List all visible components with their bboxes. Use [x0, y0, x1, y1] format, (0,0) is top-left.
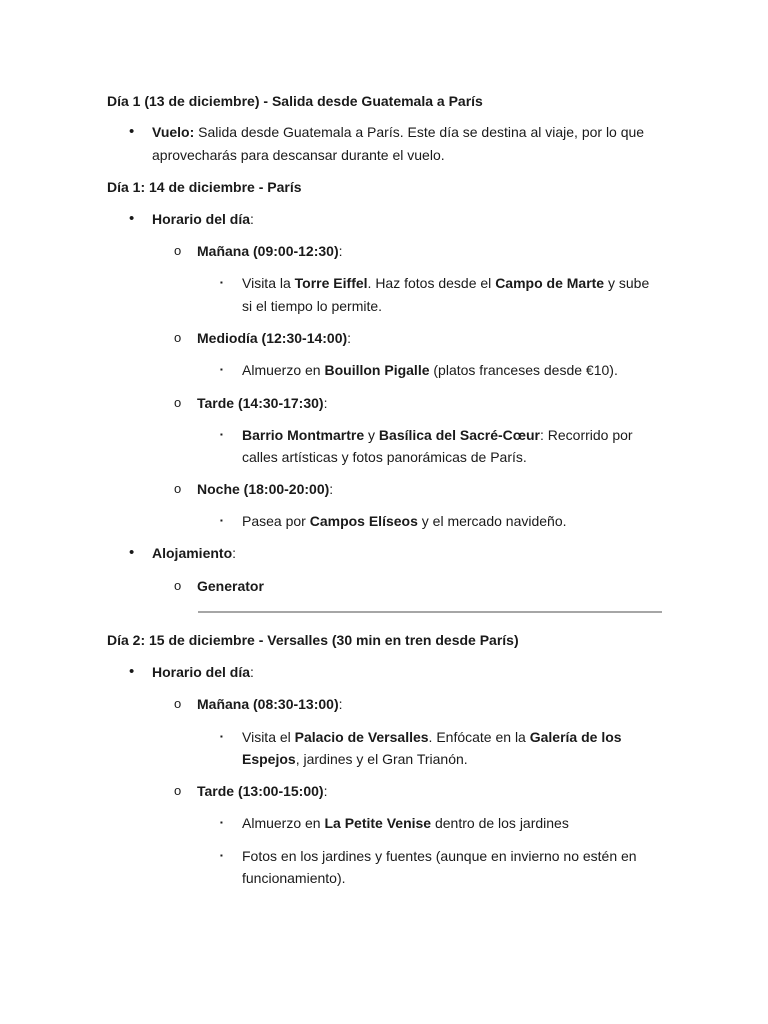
day2-afternoon-label [197, 780, 327, 803]
day1-afternoon-item-line2: calles artísticas y fotos panorámicas de París. [242, 449, 527, 465]
night-label-text: Noche (18:00-20:00) [197, 481, 330, 497]
day1-morning-item-line2: si el tiempo lo permite. [242, 298, 383, 314]
text: . Enfócate en la [428, 729, 530, 745]
day1-lodging-label [152, 542, 236, 565]
espejos: Espejos [242, 751, 296, 767]
flight-label: Vuelo: [152, 124, 195, 140]
day1-afternoon-item-line1 [242, 424, 633, 447]
bullet-l2: o [174, 481, 182, 496]
colon: : [338, 243, 343, 259]
bullet-l2: o [174, 696, 182, 711]
bouillon-pigalle: Bouillon Pigalle [324, 362, 430, 378]
galeria-de-los: Galería de los [529, 729, 622, 745]
day1-afternoon-label [197, 392, 327, 415]
text: : Recorrido por [539, 427, 633, 443]
day2-afternoon-item2-line1: Fotos en los jardines y fuentes (aunque en invierno no estén en [242, 848, 637, 864]
day2-schedule-label [152, 661, 254, 684]
barrio-montmartre: Barrio Montmartre [242, 427, 365, 443]
day2-morning-label [197, 693, 343, 716]
morning-label-text: Mañana (08:30-13:00) [197, 696, 339, 712]
text: Visita la [242, 275, 295, 291]
day2-morning-item-line1 [242, 726, 622, 749]
day1-noon-item [242, 359, 618, 382]
bullet-l3: ▪ [220, 732, 223, 741]
bullet-l3: ▪ [220, 516, 223, 525]
campos-eliseos: Campos Elíseos [309, 513, 418, 529]
colon: : [338, 696, 343, 712]
text: Almuerzo en [242, 362, 325, 378]
bullet-l2: o [174, 330, 182, 345]
la-petite-venise: La Petite Venise [324, 815, 432, 831]
afternoon-label-text: Tarde (14:30-17:30) [197, 395, 324, 411]
schedule-label-text: Horario del día [152, 211, 251, 227]
schedule-label-text: Horario del día [152, 664, 251, 680]
colon: : [232, 545, 237, 561]
colon: : [323, 395, 328, 411]
text: , jardines y el Gran Trianón. [295, 751, 468, 767]
day2-afternoon-item1 [242, 812, 569, 835]
day1-night-label [197, 478, 333, 501]
day0-heading: Día 1 (13 de diciembre) - Salida desde Guatemala a París [107, 93, 483, 109]
text: . Haz fotos desde el [367, 275, 496, 291]
day1-night-item [242, 510, 567, 533]
day2-morning-item-line2 [242, 748, 468, 771]
colon: : [323, 783, 328, 799]
text: y [364, 427, 379, 443]
bullet-l1: • [129, 210, 135, 227]
text: Visita el [242, 729, 295, 745]
horizontal-divider [198, 611, 662, 613]
bullet-l1: • [129, 544, 135, 561]
text: y sube [604, 275, 650, 291]
campo-de-marte: Campo de Marte [495, 275, 605, 291]
colon: : [250, 664, 254, 680]
bullet-l2: o [174, 243, 182, 258]
text: dentro de los jardines [431, 815, 569, 831]
text: (platos franceses desde €10). [429, 362, 618, 378]
palacio-de-versalles: Palacio de Versalles [294, 729, 429, 745]
flight-item-line2: aprovecharás para descansar durante el vuelo. [152, 147, 445, 163]
bullet-l1: • [129, 123, 135, 140]
bullet-l3: ▪ [220, 851, 223, 860]
colon: : [347, 330, 352, 346]
lodging-label-text: Alojamiento [152, 545, 233, 561]
colon: : [329, 481, 334, 497]
lodging-value: Generator [197, 578, 264, 594]
day2-heading: Día 2: 15 de diciembre - Versalles (30 min en tren desde París) [107, 632, 519, 648]
flight-text: Salida desde Guatemala a París. Este día se destina al viaje, por lo que [194, 124, 645, 140]
day1-schedule-label [152, 208, 254, 231]
day1-morning-item-line1 [242, 272, 649, 295]
day1-morning-label [197, 240, 343, 263]
text: Pasea por [242, 513, 310, 529]
text: y el mercado navideño. [417, 513, 567, 529]
flight-item-line1 [152, 121, 644, 144]
torre-eiffel: Torre Eiffel [294, 275, 368, 291]
colon: : [250, 211, 254, 227]
bullet-l3: ▪ [220, 365, 223, 374]
text: Almuerzo en [242, 815, 325, 831]
day1-heading: Día 1: 14 de diciembre - París [107, 179, 302, 195]
bullet-l2: o [174, 395, 182, 410]
bullet-l3: ▪ [220, 430, 223, 439]
noon-label-text: Mediodía (12:30-14:00) [197, 330, 348, 346]
day1-noon-label [197, 327, 351, 350]
bullet-l2: o [174, 783, 182, 798]
afternoon-label-text: Tarde (13:00-15:00) [197, 783, 324, 799]
bullet-l2: o [174, 578, 182, 593]
basilica-sacre-coeur: Basílica del Sacré-Cœur [378, 427, 540, 443]
morning-label-text: Mañana (09:00-12:30) [197, 243, 339, 259]
day2-afternoon-item2-line2: funcionamiento). [242, 870, 346, 886]
bullet-l3: ▪ [220, 278, 223, 287]
bullet-l3: ▪ [220, 818, 223, 827]
bullet-l1: • [129, 663, 135, 680]
